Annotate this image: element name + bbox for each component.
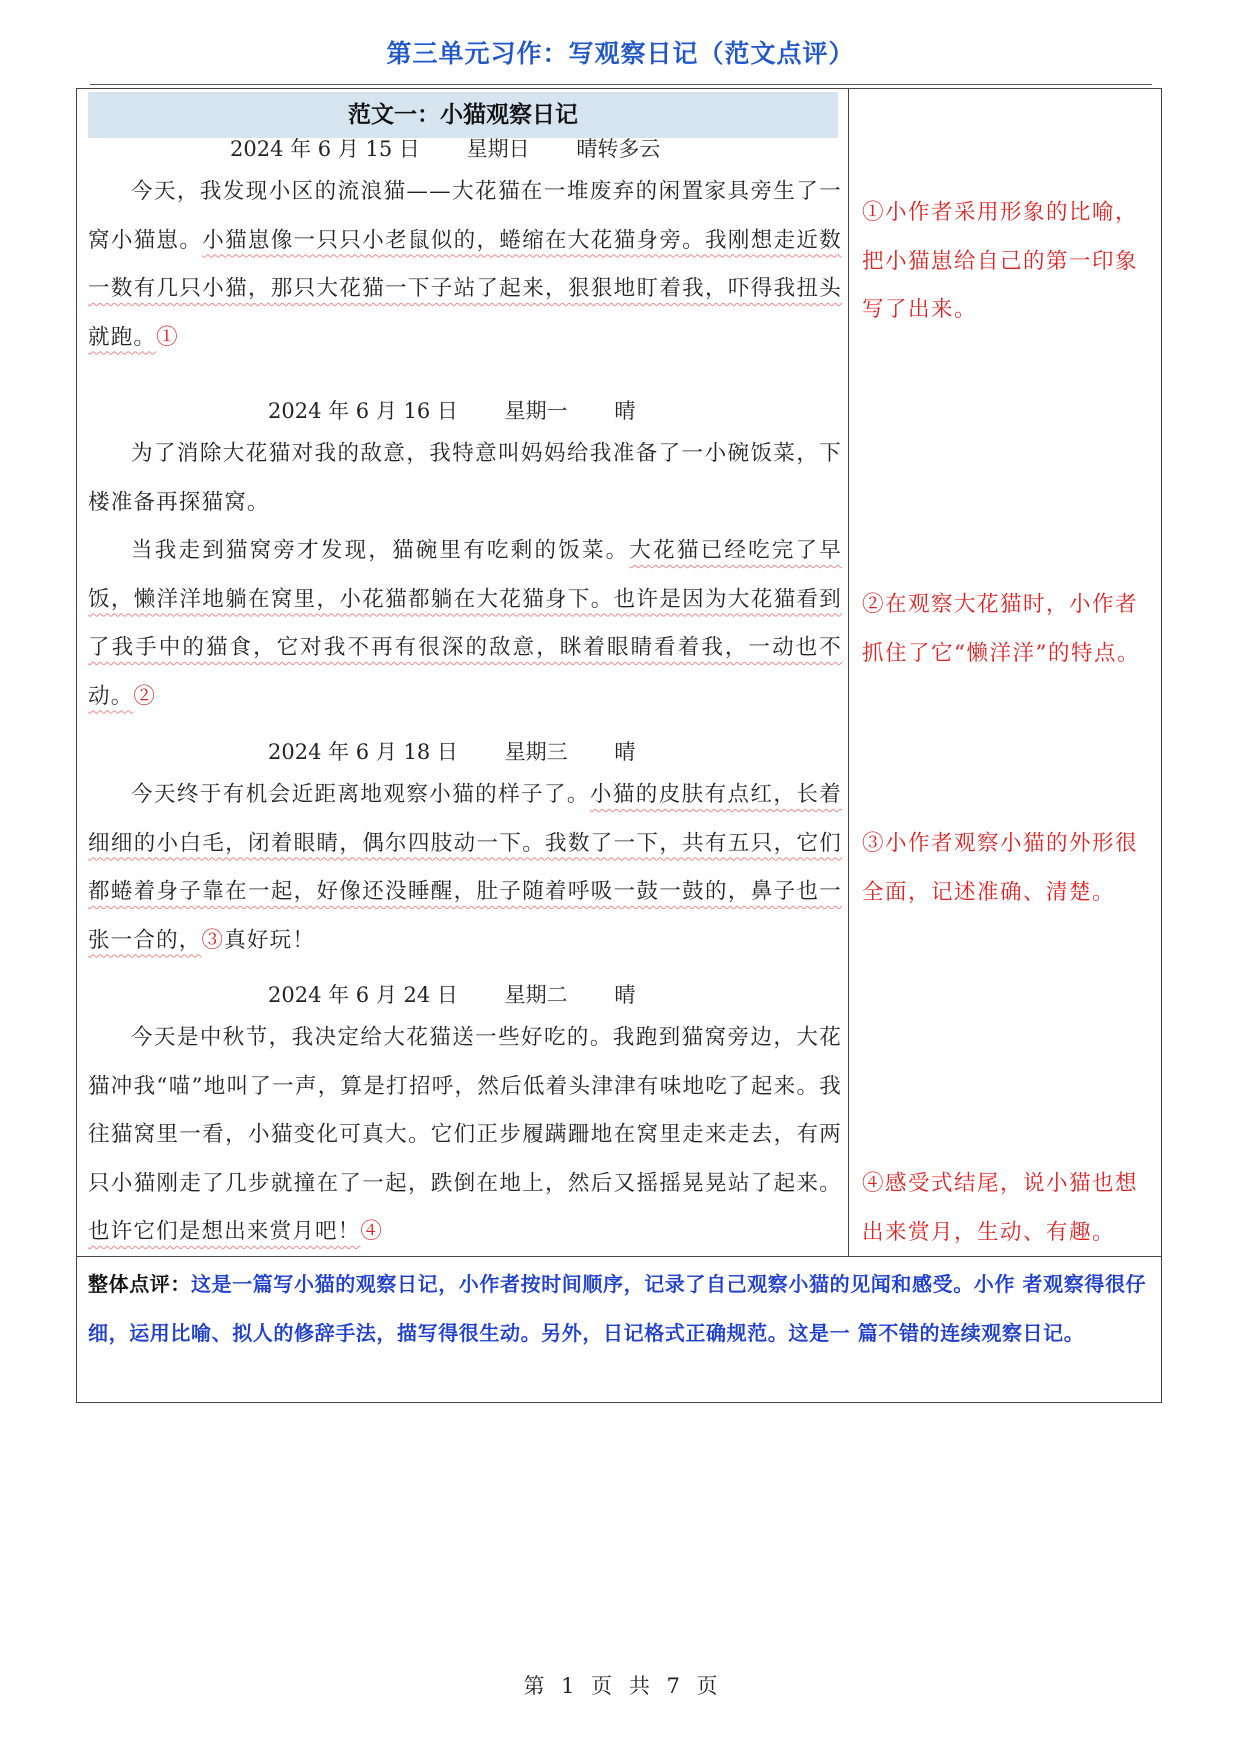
overall-comment-text: 这是一篇写小猫的观察日记，小作者按时间顺序，记录了自己观察小猫的见闻和感受。小作 者观察得很仔细，运用比喻、拟人的修辞手法，描写得很生动。另外，日记格式正确规范。这是一 篇不错的连续观察日记。 bbox=[88, 1272, 1147, 1345]
entry-date: 2024 年 6 月 24 日 星期二 晴 bbox=[268, 983, 636, 1007]
comment-note: ③小作者观察小猫的外形很全面，记述准确、清楚。 bbox=[862, 831, 1139, 905]
diary-paragraph bbox=[88, 771, 842, 965]
page-title: 第三单元习作：写观察日记（范文点评） bbox=[386, 39, 855, 68]
paragraph-text: 今天终于有机会近距离地观察小猫的样子了。 bbox=[131, 782, 590, 807]
comment-note: ①小作者采用形象的比喻，把小猫崽给自己的第一印象写了出来。 bbox=[862, 200, 1139, 322]
annotation-mark: ① bbox=[156, 324, 179, 350]
underlined-text: 小猫崽像一只只小老鼠似的，蜷缩在大花猫身旁。我刚想走近数一数有几只小猫，那只大花猫一下子站了起来，狠狠地盯着我，吓得我扭头就跑。 bbox=[88, 227, 842, 350]
entry-date: 2024 年 6 月 16 日 星期一 晴 bbox=[268, 399, 636, 423]
underlined-text: 大花猫已经吃完了早饭，懒洋洋地躺在窝里，小花猫都躺在大花猫身下。也许是因为大花猫看到了我手中的猫食，它对我不再有很深的敌意，眯着眼睛看着我，一动也不动。 bbox=[88, 538, 842, 709]
diary-paragraph bbox=[88, 1014, 842, 1257]
paragraph-text: 今天是中秋节，我决定给大花猫送一些好吃的。我跑到猫窝旁边，大花猫冲我“喵”地叫了一声，算是打招呼，然后低着头津津有味地吃了起来。我往猫窝里一看，小猫变化可真大。它们正步履蹒跚地在窝里走来走去，有两只小猫刚走了几步就撞在了一起，跌倒在地上，然后又摇摇晃晃站了起来。 bbox=[88, 1025, 842, 1196]
overall-comment bbox=[88, 1260, 1156, 1358]
paragraph-text: 真好玩！ bbox=[224, 927, 316, 953]
annotation-mark: ② bbox=[133, 683, 157, 709]
entry-date: 2024 年 6 月 15 日 星期日 晴转多云 bbox=[230, 137, 661, 161]
annotation-mark: ③ bbox=[201, 927, 225, 953]
title-rule bbox=[90, 84, 1152, 85]
annotation-mark: ④ bbox=[360, 1219, 384, 1244]
diary-paragraph bbox=[88, 527, 842, 721]
diary-paragraph bbox=[88, 168, 842, 362]
overall-comment-label: 整体点评： bbox=[88, 1272, 191, 1296]
comment-note: ②在观察大花猫时，小作者抓住了它“懒洋洋”的特点。 bbox=[862, 592, 1140, 666]
page-footer: 第 1 页 共 7 页 bbox=[523, 1674, 718, 1698]
underlined-text: 也许它们是想出来赏月吧！ bbox=[88, 1219, 361, 1244]
comment-note: ④感受式结尾，说小猫也想出来赏月，生动、有趣。 bbox=[862, 1171, 1139, 1245]
paragraph-text: 当我走到猫窝旁才发现，猫碗里有吃剩的饭菜。 bbox=[131, 538, 630, 563]
essay-heading: 范文一：小猫观察日记 bbox=[88, 92, 838, 138]
column-divider bbox=[848, 88, 849, 1256]
underlined-text: 小猫的皮肤有点红，长着细细的小白毛，闭着眼睛，偶尔四肢动一下。我数了一下，共有五只，它们都蜷着身子靠在一起，好像还没睡醒，肚子随着呼吸一鼓一鼓的，鼻子也一张一合的， bbox=[88, 782, 842, 953]
entry-date: 2024 年 6 月 18 日 星期三 晴 bbox=[268, 740, 636, 764]
paragraph-text: 为了消除大花猫对我的敌意，我特意叫妈妈给我准备了一小碗饭菜，下楼准备再探猫窝。 bbox=[88, 441, 842, 515]
diary-paragraph bbox=[88, 430, 842, 527]
paragraph-text: 今天，我发现小区的流浪猫——大花猫在一堆废弃的闲置家具旁生了一窝小猫崽。 bbox=[88, 179, 842, 253]
